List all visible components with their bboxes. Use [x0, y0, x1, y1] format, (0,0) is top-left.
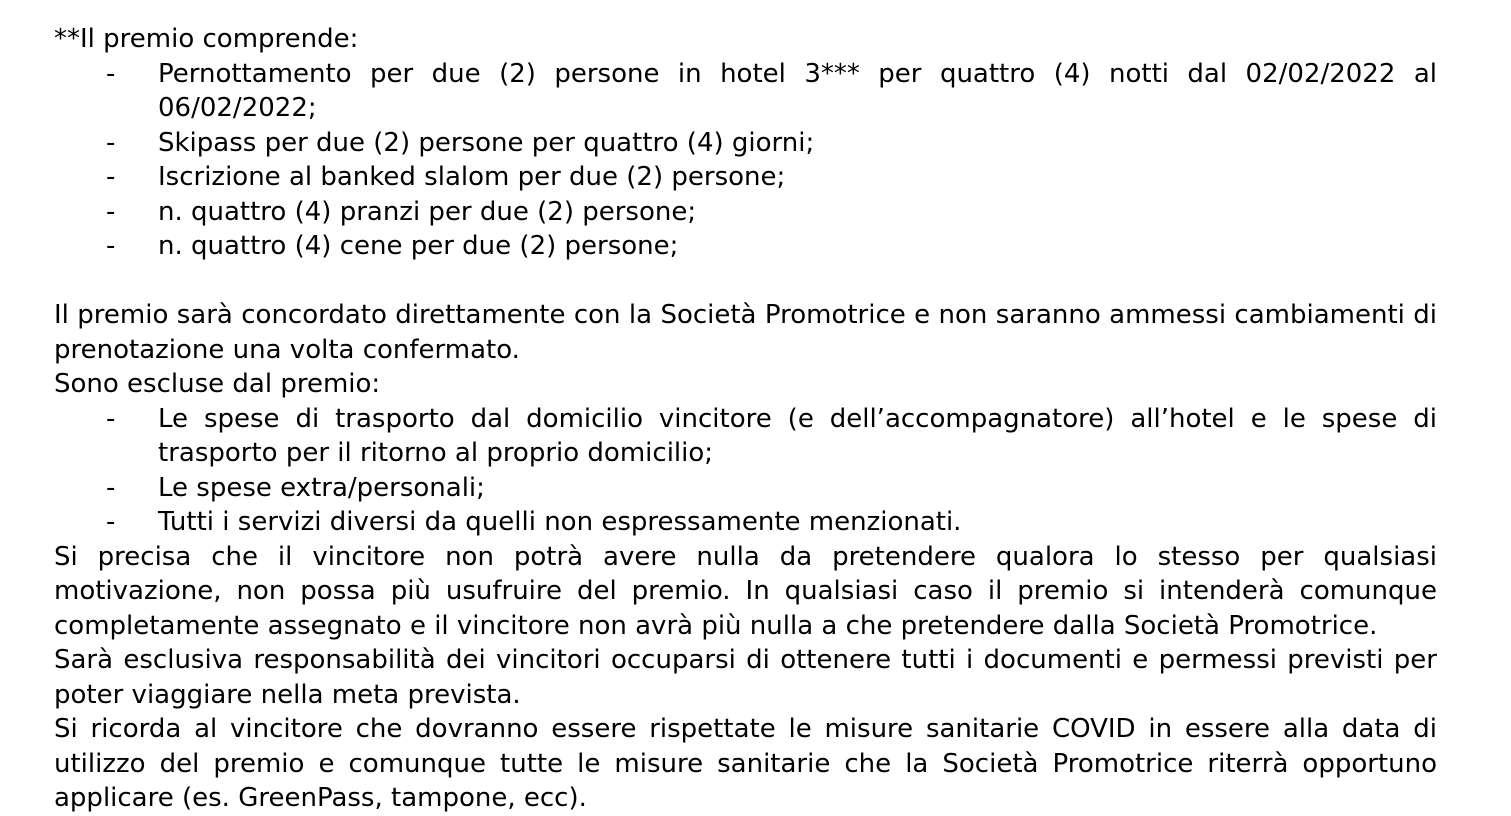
list-dash: -: [106, 127, 116, 158]
list-item-text: Pernottamento per due (2) persone in hotel 3*** per quattro (4) notti dal 02/02/2022 al 06/02/2022;: [158, 58, 1437, 123]
list-item-text: n. quattro (4) cene per due (2) persone;: [158, 231, 679, 261]
closing-paragraph-covid: Si ricorda al vincitore che dovranno essere rispettate le misure sanitarie COVID in essere alla data di utilizzo del premio e comunque tutte le misure sanitarie che la Società Promotrice riterrà opportuno applicare (es. GreenPass, tampone, ecc).: [54, 714, 1437, 813]
list-dash: -: [106, 196, 116, 227]
list-item: [54, 126, 1437, 161]
list-item-text: Iscrizione al banked slalom per due (2) persone;: [158, 162, 786, 192]
closing-paragraph-no-claims: Si precisa che il vincitore non potrà avere nulla da pretendere qualora lo stesso per qualsiasi motivazione, non possa più usufruire del premio. In qualsiasi caso il premio si intenderà comunque completamente assegnato e il vincitore non avrà più nulla a che pretendere dalla Società Promotrice.: [54, 541, 1437, 641]
closing-paragraph-documents: Sarà esclusiva responsabilità dei vincitori occuparsi di ottenere tutti i documenti e permessi previsti per poter viaggiare nella meta prevista.: [54, 645, 1437, 710]
prize-excluded-list: [54, 402, 1437, 540]
paragraph-spacer: [54, 264, 1437, 299]
list-item: [54, 57, 1437, 126]
list-item: [54, 229, 1437, 264]
agreement-paragraph: Il premio sarà concordato direttamente con la Società Promotrice e non saranno ammessi cambiamenti di prenotazione una volta confermato.: [54, 300, 1437, 365]
prize-heading: **Il premio comprende:: [54, 24, 359, 54]
list-item-text: Tutti i servizi diversi da quelli non espressamente menzionati.: [158, 507, 962, 537]
prize-included-list: [54, 57, 1437, 264]
list-item-text: Le spese extra/personali;: [158, 472, 485, 503]
list-dash: -: [106, 231, 116, 261]
list-dash: -: [106, 58, 116, 89]
list-item: [54, 471, 1437, 506]
list-item: [54, 160, 1437, 195]
list-item: [54, 402, 1437, 471]
list-item-text: Skipass per due (2) persone per quattro (4) giorni;: [158, 127, 815, 158]
list-dash: -: [106, 472, 116, 503]
list-item-text: n. quattro (4) pranzi per due (2) persone;: [158, 196, 697, 227]
list-item: [54, 505, 1437, 540]
list-dash: -: [106, 162, 116, 192]
list-dash: -: [106, 507, 116, 537]
list-item-text: Le spese di trasporto dal domicilio vincitore (e dell’accompagnatore) all’hotel e le spese di trasporto per il ritorno al proprio domicilio;: [158, 403, 1437, 468]
list-dash: -: [106, 403, 116, 434]
excluded-heading: Sono escluse dal premio:: [54, 369, 381, 399]
list-item: [54, 195, 1437, 230]
